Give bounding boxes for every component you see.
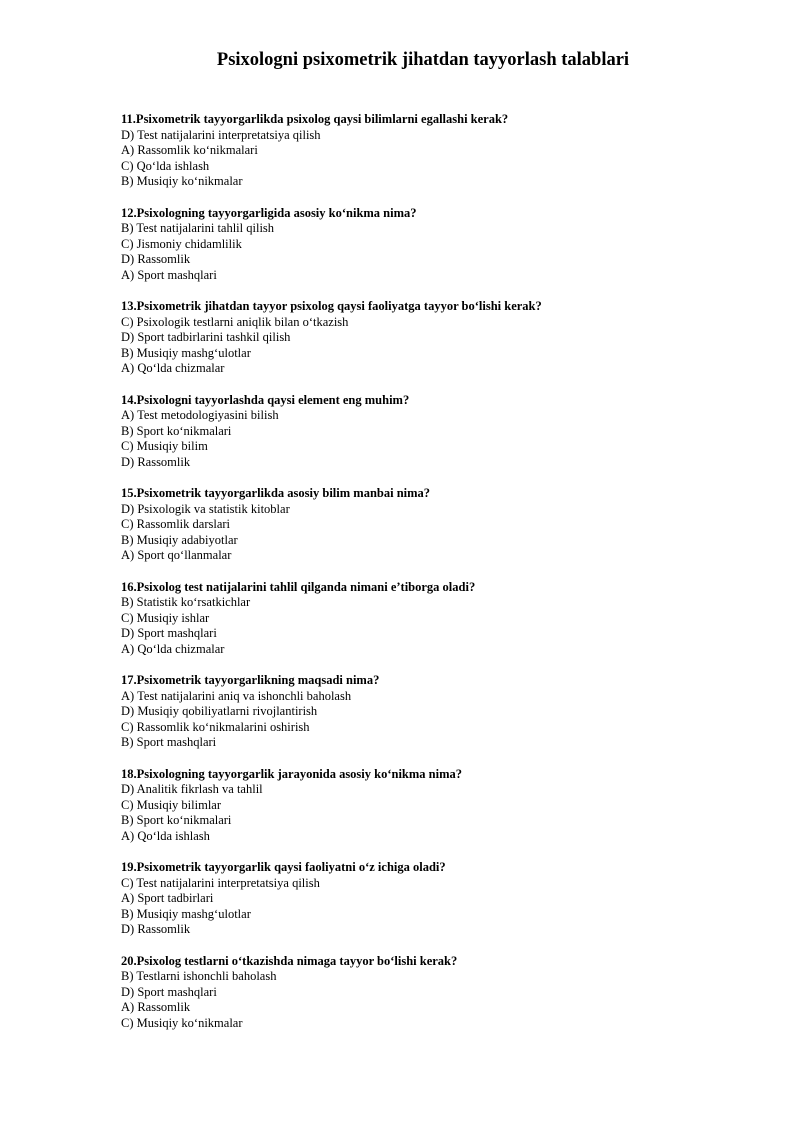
question-block — [121, 860, 761, 938]
answer-option: D) Psixologik va statistik kitoblar — [121, 501, 290, 516]
question-block — [121, 673, 761, 751]
answer-option: B) Musiqiy adabiyotlar — [121, 532, 238, 547]
question-text: 20.Psixolog testlarni o‘tkazishda nimaga tayyor bo‘lishi kerak? — [121, 953, 458, 968]
question-block — [121, 580, 761, 658]
question-text: 18.Psixologning tayyorgarlik jarayonida asosiy ko‘nikma nima? — [121, 766, 463, 781]
answer-option: A) Test metodologiyasini bilish — [121, 408, 279, 422]
answer-option: B) Musiqiy mashg‘ulotlar — [121, 345, 251, 360]
question-block — [121, 486, 761, 564]
answer-option: D) Sport mashqlari — [121, 984, 217, 999]
question-block — [121, 206, 761, 284]
answer-option: A) Qo‘lda ishlash — [121, 828, 210, 843]
answer-option: C) Musiqiy ishlar — [121, 610, 210, 625]
answer-option: A) Test natijalarini aniq va ishonchli baholash — [121, 688, 352, 703]
question-text: 15.Psixometrik tayyorgarlikda asosiy bilim manbai nima? — [121, 486, 431, 500]
answer-option: B) Test natijalarini tahlil qilish — [121, 221, 275, 235]
answer-option: C) Musiqiy bilim — [121, 439, 208, 453]
answer-option: A) Sport tadbirlari — [121, 891, 214, 905]
answer-option: B) Sport ko‘nikmalari — [121, 423, 232, 438]
answer-option: D) Test natijalarini interpretatsiya qilish — [121, 127, 321, 142]
answer-option: D) Musiqiy qobiliyatlarni rivojlantirish — [121, 704, 318, 718]
question-block — [121, 112, 761, 190]
question-text: 19.Psixometrik tayyorgarlik qaysi faoliyatni o‘z ichiga oladi? — [121, 860, 446, 874]
answer-option: C) Musiqiy ko‘nikmalar — [121, 1015, 243, 1030]
answer-option: A) Qo‘lda chizmalar — [121, 361, 225, 375]
answer-option: B) Sport ko‘nikmalari — [121, 813, 232, 827]
answer-option: D) Rassomlik — [121, 252, 191, 266]
answer-option: B) Statistik ko‘rsatkichlar — [121, 595, 251, 609]
answer-option: B) Musiqiy mashg‘ulotlar — [121, 906, 251, 921]
answer-option: B) Testlarni ishonchli baholash — [121, 969, 277, 983]
question-block — [121, 954, 761, 1032]
answer-option: D) Sport tadbirlarini tashkil qilish — [121, 330, 291, 344]
answer-option: C) Psixologik testlarni aniqlik bilan o‘tkazish — [121, 314, 349, 329]
question-text: 12.Psixologning tayyorgarligida asosiy ko‘nikma nima? — [121, 205, 417, 220]
answer-option: A) Qo‘lda chizmalar — [121, 641, 225, 656]
question-block — [121, 299, 761, 377]
page-title: Psixologni psixometrik jihatdan tayyorlash talablari — [216, 50, 630, 70]
question-text: 17.Psixometrik tayyorgarlikning maqsadi nima? — [121, 673, 380, 687]
question-text: 11.Psixometrik tayyorgarlikda psixolog qaysi bilimlarni egallashi kerak? — [121, 112, 509, 126]
question-block — [121, 767, 761, 845]
answer-option: A) Rassomlik ko‘nikmalari — [121, 143, 258, 157]
question-text: 16.Psixolog test natijalarini tahlil qilganda nimani e’tiborga oladi? — [121, 579, 476, 594]
answer-option: B) Musiqiy ko‘nikmalar — [121, 174, 243, 188]
answer-option: D) Analitik fikrlash va tahlil — [121, 782, 263, 796]
answer-option: C) Rassomlik darslari — [121, 517, 231, 531]
answer-option: C) Jismoniy chidamlilik — [121, 236, 242, 251]
question-list — [121, 112, 761, 1047]
question-text: 14.Psixologni tayyorlashda qaysi element eng muhim? — [121, 392, 410, 407]
answer-option: D) Rassomlik — [121, 922, 191, 936]
answer-option: C) Musiqiy bilimlar — [121, 797, 221, 812]
answer-option: C) Rassomlik ko‘nikmalarini oshirish — [121, 719, 310, 734]
answer-option: D) Rassomlik — [121, 454, 191, 469]
answer-option: C) Test natijalarini interpretatsiya qilish — [121, 875, 320, 890]
answer-option: A) Sport qo‘llanmalar — [121, 548, 232, 562]
answer-option: D) Sport mashqlari — [121, 626, 217, 640]
answer-option: A) Rassomlik — [121, 1000, 191, 1014]
answer-option: A) Sport mashqlari — [121, 267, 217, 282]
answer-option: B) Sport mashqlari — [121, 735, 217, 749]
question-block — [121, 393, 761, 471]
question-text: 13.Psixometrik jihatdan tayyor psixolog qaysi faoliyatga tayyor bo‘lishi kerak? — [121, 299, 542, 313]
answer-option: C) Qo‘lda ishlash — [121, 158, 210, 173]
